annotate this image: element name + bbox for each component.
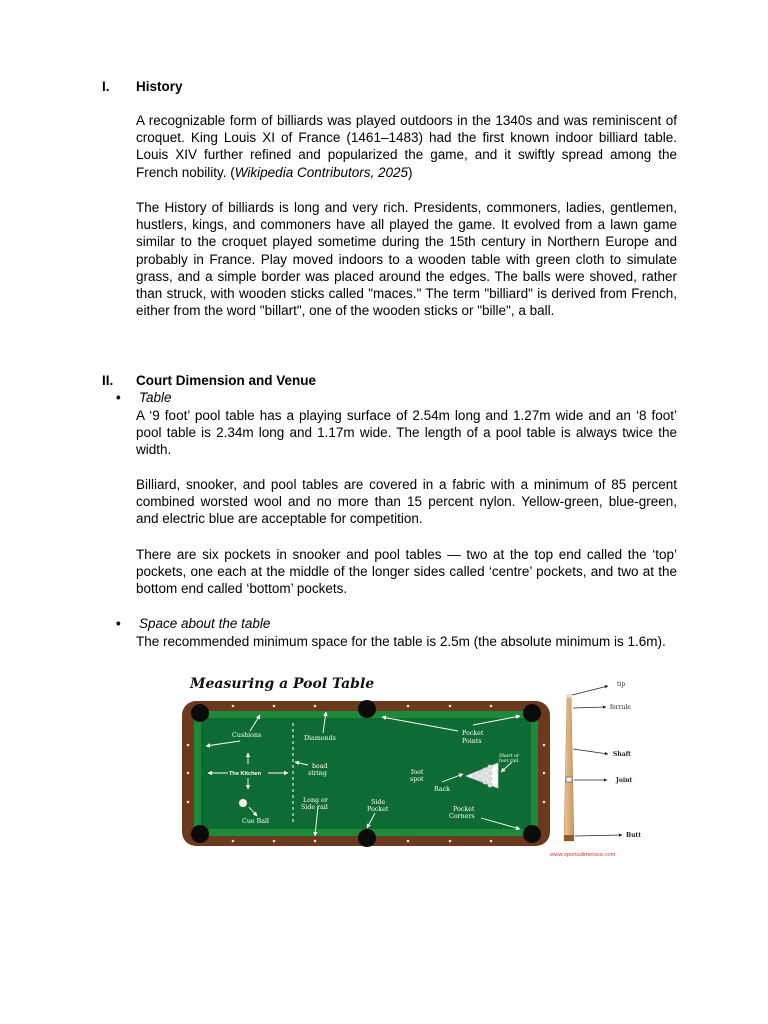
- label-foot-spot-2: spot: [410, 776, 424, 783]
- label-head-string-2: string: [308, 770, 327, 777]
- label-cushions: Cushions: [232, 732, 262, 739]
- label-diamonds: Diamonds: [304, 735, 336, 742]
- label-ferrule: ferrule: [610, 704, 631, 711]
- section-number: I.: [102, 79, 110, 94]
- label-pocket-points-2: Points: [462, 738, 482, 745]
- label-side-pocket-2: Pocket: [367, 806, 389, 813]
- label-side-pocket: Side: [371, 799, 386, 806]
- paragraph-text: A recognizable form of billiards was played outdoors in the 1340s and was reminiscent of croquet. King Louis XI of France (1461–1483) had the first known indoor billiard table. Louis XIV further refined and popularized the game, and it swiftly spread among the French nobility. (: [136, 113, 677, 180]
- label-head-string: head: [312, 763, 328, 770]
- section-title: Court Dimension and Venue: [136, 373, 317, 388]
- label-pocket-corners-2: Corners: [449, 813, 475, 820]
- label-long-rail: Long or: [303, 797, 328, 804]
- bullet-label: Table: [139, 390, 172, 405]
- label-pocket-corners: Pocket: [453, 806, 475, 813]
- citation: Wikipedia Contributors, 2025: [234, 164, 409, 180]
- label-shaft: Shaft: [613, 751, 631, 758]
- label-kitchen: The Kitchen: [229, 771, 262, 777]
- label-long-rail-2: Side rail: [301, 804, 328, 811]
- label-tip: tip: [617, 681, 626, 688]
- cue-ball: [239, 799, 247, 807]
- bullet-label: Space about the table: [139, 616, 271, 631]
- pocket-bottom-left: [191, 825, 209, 843]
- label-short-rail-2: foot rail: [499, 759, 519, 764]
- pocket-top-middle: [358, 700, 376, 718]
- label-foot-spot: foot: [411, 769, 424, 776]
- bullet-icon: •: [116, 616, 121, 631]
- figure-title: Measuring a Pool Table: [190, 676, 375, 692]
- section-number: II.: [102, 373, 114, 388]
- label-butt: Butt: [626, 832, 641, 839]
- table-paragraph-1: A ‘9 foot’ pool table has a playing surface of 2.54m long and 1.27m wide and an ‘8 foot’ pool table is 2.34m long and 1.17m wide. The length of a pool table is always twice the width.: [136, 408, 677, 458]
- pocket-top-left: [191, 704, 209, 722]
- table-paragraph-2: Billiard, snooker, and pool tables are covered in a fabric with a minimum of 85 percent combined worsted wool and no more than 15 percent nylon. Yellow-green, blue-green, and electric blue are acceptable for competition.: [136, 477, 677, 527]
- space-paragraph: The recommended minimum space for the table is 2.5m (the absolute minimum is 1.6m).: [136, 634, 666, 649]
- label-joint: Joint: [616, 777, 633, 784]
- source-credit: www.sportsdimensio.com: [550, 852, 616, 858]
- label-pocket-points: Pocket: [462, 730, 484, 737]
- table-paragraph-3: There are six pockets in snooker and pool tables — two at the top end called the ‘top’ pockets, one each at the middle of the longer sides called ‘centre’ pockets, and two at the bottom end called ‘bottom’ pockets.: [136, 547, 677, 597]
- pocket-bottom-right: [523, 825, 541, 843]
- history-paragraph-2: The History of billiards is long and very rich. Presidents, commoners, ladies, gentlemen, hustlers, kings, and commoners have all played the game. It evolved from a lawn game similar to the croquet played sometime during the 15th century in Northern Europe and probably in France. Play moved indoors to a wooden table with green cloth to simulate grass, and a simple border was placed around the edges. The balls were shoved, rather than struck, with wooden sticks called "maces." The term "billiard" is derived from French, either from the word "billart", one of the wooden sticks or "bille", a ball.: [136, 200, 677, 319]
- pocket-top-right: [523, 704, 541, 722]
- pool-table-diagram: [180, 671, 660, 861]
- pocket-bottom-middle: [358, 829, 376, 847]
- label-rack: Rack: [434, 786, 450, 793]
- history-paragraph-1: [136, 112, 677, 181]
- label-short-rail: Short or: [499, 754, 520, 759]
- paragraph-text: ): [408, 164, 413, 180]
- label-cue-ball: Cue Ball: [242, 818, 270, 825]
- cue-stick: [564, 695, 574, 841]
- bullet-icon: •: [116, 390, 121, 405]
- section-title: History: [136, 79, 183, 94]
